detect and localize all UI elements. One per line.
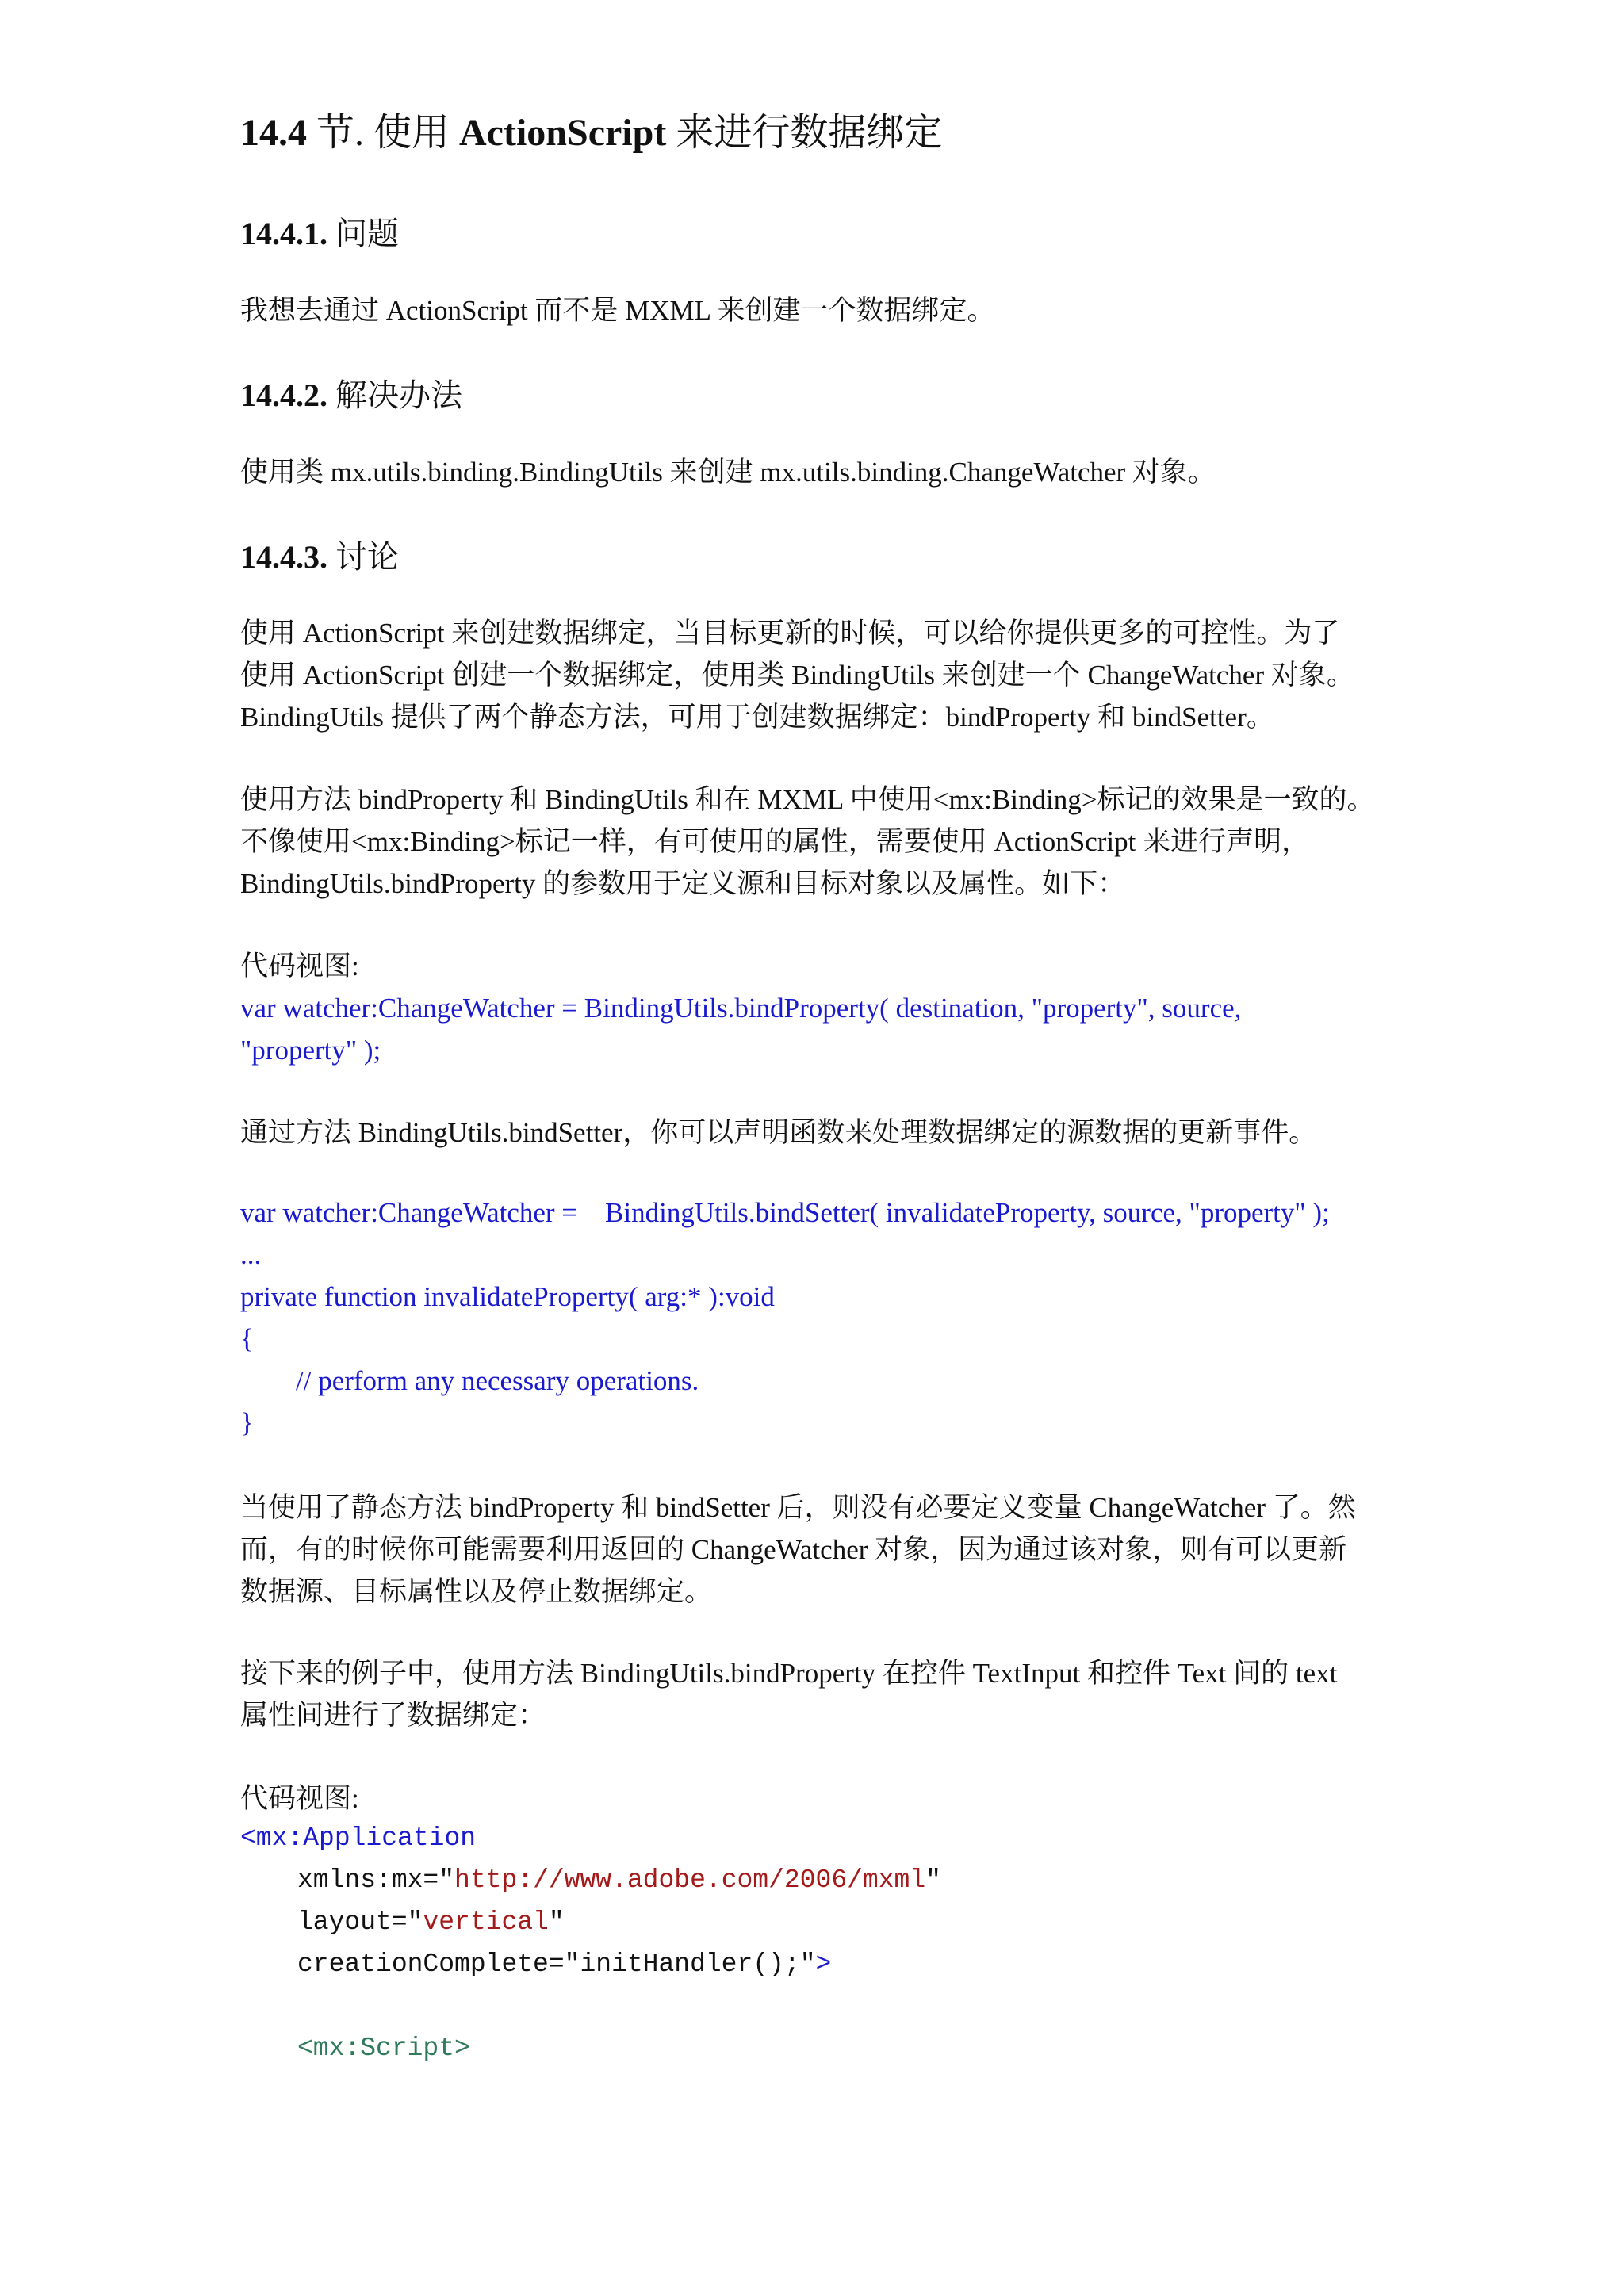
code-line: var watcher:ChangeWatcher = BindingUtils.bindProperty( destination, "property", source, — [240, 993, 1242, 1024]
attr-name: creationComplete="initHandler();" — [297, 1950, 816, 1979]
attr-quote: " — [925, 1866, 941, 1895]
paragraph-line: 使用 ActionScript 来创建数据绑定，当目标更新的时候，可以给你提供更多的可控性。为了 — [240, 618, 1340, 649]
discussion-paragraph-2 — [240, 779, 1374, 905]
mxml-xmlns-line — [240, 1859, 941, 1901]
mxml-script-tag: <mx:Script> — [297, 2034, 470, 2063]
blank-line — [240, 1985, 941, 2027]
subsection-heading-problem — [240, 209, 399, 254]
code-block-bindsetter — [240, 1192, 1330, 1444]
attr-value: vertical — [423, 1908, 549, 1937]
code-line: private function invalidateProperty( arg:* ):void — [240, 1281, 775, 1312]
tag-close: > — [815, 1950, 832, 1979]
paragraph-line: 接下来的例子中，使用方法 BindingUtils.bindProperty 在控件 TextInput 和控件 Text 间的 text — [240, 1658, 1338, 1689]
problem-text: 我想去通过 ActionScript 而不是 MXML 来创建一个数据绑定。 — [240, 295, 995, 326]
mxml-code-block — [240, 1817, 941, 2069]
paragraph-line: 当使用了静态方法 bindProperty 和 bindSetter 后，则没有必要定义变量 ChangeWatcher 了。然 — [240, 1492, 1356, 1523]
code-view-label: 代码视图: — [240, 1783, 359, 1814]
paragraph-line: BindingUtils 提供了两个静态方法，可用于创建数据绑定：bindProperty 和 bindSetter。 — [240, 702, 1274, 733]
code-line: ... — [240, 1239, 262, 1270]
section-title-prefix: 节. 使用 — [307, 112, 460, 154]
paragraph-line: BindingUtils.bindProperty 的参数用于定义源和目标对象以及属性。如下： — [240, 868, 1126, 899]
code-line: "property" ); — [240, 1035, 381, 1066]
discussion-paragraph-1 — [240, 612, 1354, 738]
subsection-heading-discussion — [240, 532, 399, 577]
subsection-number: 14.4.3. — [240, 539, 327, 575]
section-number: 14.4 — [240, 112, 307, 154]
paragraph-line: 使用 ActionScript 创建一个数据绑定，使用类 BindingUtils 来创建一个 ChangeWatcher 对象。 — [240, 660, 1354, 691]
paragraph-line: 属性间进行了数据绑定： — [240, 1700, 546, 1731]
paragraph-line: 数据源、目标属性以及停止数据绑定。 — [240, 1576, 713, 1607]
section-title-suffix: 来进行数据绑定 — [666, 112, 943, 154]
mxml-application-tag: <mx:Application — [240, 1823, 477, 1853]
attr-quote: " — [548, 1908, 565, 1937]
code-line: var watcher:ChangeWatcher = BindingUtils.bindSetter( invalidateProperty, source, "property" ); — [240, 1197, 1330, 1228]
mxml-creation-line — [240, 1943, 941, 1985]
section-title — [240, 101, 942, 156]
subsection-title: 问题 — [335, 216, 399, 251]
discussion-paragraph-4 — [240, 1487, 1356, 1613]
subsection-number: 14.4.2. — [240, 377, 327, 413]
subsection-title: 解决办法 — [335, 377, 462, 413]
attr-value: http://www.adobe.com/2006/mxml — [454, 1866, 926, 1895]
subsection-heading-solution — [240, 370, 462, 415]
subsection-title: 讨论 — [335, 539, 399, 575]
paragraph-line: 使用方法 bindProperty 和 BindingUtils 和在 MXML 中使用<mx:Binding>标记的效果是一致的。 — [240, 784, 1375, 815]
section-title-term: ActionScript — [459, 112, 667, 154]
code-line: } — [240, 1407, 254, 1438]
paragraph-line: 不像使用<mx:Binding>标记一样，有可使用的属性，需要使用 ActionScript 来进行声明， — [240, 826, 1310, 857]
solution-text: 使用类 mx.utils.binding.BindingUtils 来创建 mx.utils.binding.ChangeWatcher 对象。 — [240, 457, 1216, 488]
paragraph-line: 而，有的时候你可能需要利用返回的 ChangeWatcher 对象，因为通过该对象，则有可以更新 — [240, 1534, 1347, 1565]
attr-name: xmlns:mx=" — [297, 1866, 455, 1895]
code-block-bindproperty — [240, 987, 1241, 1071]
code-comment-line: // perform any necessary operations. — [296, 1365, 699, 1396]
code-view-label: 代码视图: — [240, 951, 359, 982]
discussion-paragraph-3: 通过方法 BindingUtils.bindSetter，你可以声明函数来处理数据绑定的源数据的更新事件。 — [240, 1117, 1317, 1148]
attr-name: layout=" — [297, 1908, 423, 1937]
mxml-layout-line — [240, 1901, 941, 1943]
subsection-number: 14.4.1. — [240, 216, 327, 251]
discussion-paragraph-5 — [240, 1652, 1337, 1736]
code-line: { — [240, 1323, 254, 1354]
